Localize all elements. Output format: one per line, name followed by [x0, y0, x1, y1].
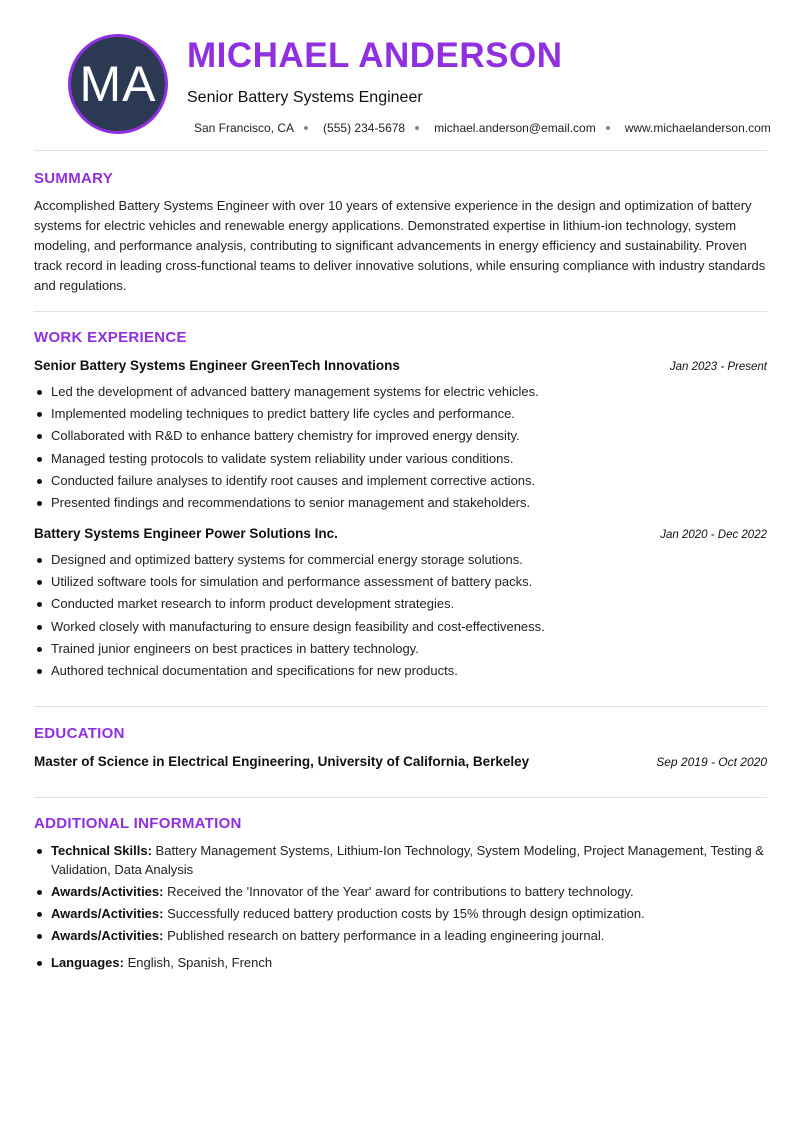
info-label: Awards/Activities:	[51, 884, 164, 899]
education-heading: EDUCATION	[34, 725, 125, 742]
info-value: Received the 'Innovator of the Year' award for contributions to battery technology.	[167, 884, 634, 899]
contact-location: San Francisco, CA	[194, 121, 295, 135]
section-divider	[34, 706, 767, 707]
summary-text: Accomplished Battery Systems Engineer with over 10 years of extensive experience in the design and optimization of battery systems for electric vehicles and renewable energy applications. Demonstrated expertise in lithium-ion technology, system modeling, and performance analysis, contributing to significant advancements in energy efficiency and sustainability. Proven track record in leading cross-functional teams to deliver innovative solutions, while ensuring compliance with industry standards and regulations.	[34, 198, 766, 293]
degree: Master of Science in Electrical Engineering, University of California, Berkeley	[34, 754, 530, 769]
list-item	[34, 953, 767, 972]
additional-info-heading: ADDITIONAL INFORMATION	[34, 815, 242, 832]
job-header	[34, 358, 767, 373]
list-item: Designed and optimized battery systems for commercial energy storage solutions.	[34, 549, 767, 571]
list-item: Conducted failure analyses to identify root causes and implement corrective actions.	[34, 470, 767, 492]
summary-heading: SUMMARY	[34, 170, 114, 187]
info-label: Technical Skills:	[51, 843, 152, 858]
job-role: Battery Systems Engineer Power Solutions Inc.	[34, 526, 338, 541]
list-item: Trained junior engineers on best practices in battery technology.	[34, 638, 767, 660]
info-value: Published research on battery performance in a leading engineering journal.	[167, 928, 605, 943]
resume-header	[34, 0, 771, 150]
list-item	[34, 882, 767, 901]
candidate-name: MICHAEL ANDERSON	[187, 36, 563, 75]
job-bullets	[34, 549, 767, 682]
contact-email[interactable]: michael.anderson@email.com	[434, 121, 596, 135]
candidate-title: Senior Battery Systems Engineer	[187, 89, 423, 106]
education-entry	[34, 754, 767, 769]
contact-website[interactable]: www.michaelanderson.com	[624, 121, 771, 135]
job-date: Jan 2020 - Dec 2022	[660, 529, 767, 541]
list-item: Presented findings and recommendations to senior management and stakeholders.	[34, 492, 767, 514]
list-item: Utilized software tools for simulation and performance assessment of battery packs.	[34, 571, 767, 593]
list-item: Worked closely with manufacturing to ensure design feasibility and cost-effectiveness.	[34, 616, 767, 638]
contact-line	[194, 121, 771, 135]
list-item: Led the development of advanced battery management systems for electric vehicles.	[34, 381, 767, 403]
contact-phone: (555) 234-5678	[323, 121, 406, 135]
work-experience-heading: WORK EXPERIENCE	[34, 329, 187, 346]
list-item: Authored technical documentation and specifications for new products.	[34, 660, 767, 682]
education-date: Sep 2019 - Oct 2020	[656, 755, 767, 769]
avatar	[68, 34, 168, 134]
list-item	[34, 904, 767, 923]
info-value: Battery Management Systems, Lithium-Ion Technology, System Modeling, Project Management, Testing & Validation, Data Analysis	[51, 843, 764, 877]
avatar-initials: MA	[79, 56, 157, 112]
list-item: Managed testing protocols to validate system reliability under various conditions.	[34, 448, 767, 470]
list-item: Implemented modeling techniques to predict battery life cycles and performance.	[34, 403, 767, 425]
info-label: Languages:	[51, 955, 124, 970]
section-divider	[34, 311, 767, 312]
job-header	[34, 526, 767, 541]
separator-dot	[415, 126, 419, 130]
info-label: Awards/Activities:	[51, 906, 164, 921]
info-value: English, Spanish, French	[127, 955, 273, 970]
info-label: Awards/Activities:	[51, 928, 164, 943]
separator-dot	[606, 126, 610, 130]
list-item	[34, 926, 767, 945]
job-date: Jan 2023 - Present	[669, 361, 767, 373]
section-divider	[34, 797, 767, 798]
list-item: Conducted market research to inform product development strategies.	[34, 593, 767, 615]
job-role: Senior Battery Systems Engineer GreenTech Innovations	[34, 358, 400, 373]
list-item: Collaborated with R&D to enhance battery chemistry for improved energy density.	[34, 425, 767, 447]
job-bullets	[34, 381, 767, 514]
additional-info-list	[34, 841, 767, 975]
info-value: Successfully reduced battery production costs by 15% through design optimization.	[167, 906, 645, 921]
list-item	[34, 841, 767, 879]
section-divider	[34, 150, 767, 151]
separator-dot	[304, 126, 308, 130]
